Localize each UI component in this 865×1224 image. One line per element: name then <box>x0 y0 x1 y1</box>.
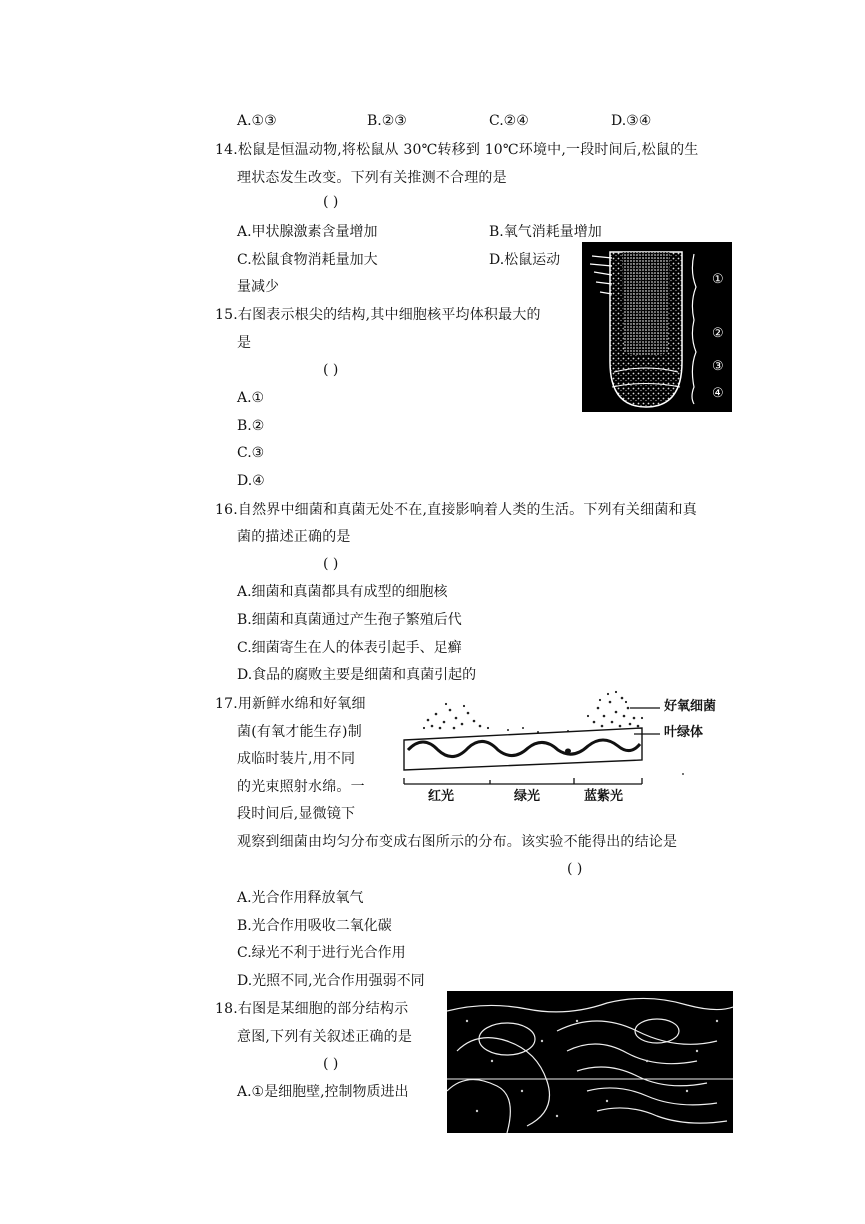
label-chloroplast: 叶绿体 <box>664 725 704 740</box>
q16-option-c: C.细菌寄生在人的体表引起手、足癣 <box>237 640 462 656</box>
q17-option-d: D.光照不同,光合作用强弱不同 <box>237 973 425 989</box>
q17-stem-line2: 菌(有氧才能生存)制 <box>237 724 362 740</box>
q16-stem-line1: 16.自然界中细菌和真菌无处不在,直接影响着人类的生活。下列有关细菌和真 <box>215 502 697 518</box>
q14-option-d: D.松鼠运动 <box>489 252 561 268</box>
root-label-2: ② <box>712 326 724 341</box>
label-aerobic-bacteria: 好氧细菌 <box>664 699 717 714</box>
q15-stem-line2: 是 <box>237 335 252 351</box>
q17-option-a: A.光合作用释放氧气 <box>237 890 364 906</box>
spirogyra-figure <box>398 688 758 813</box>
q14-stem-line1: 14.松鼠是恒温动物,将松鼠从 30℃转移到 10℃环境中,一段时间后,松鼠的生 <box>215 142 699 158</box>
q13-option-b: B.②③ <box>367 113 407 129</box>
q15-option-c: C.③ <box>237 445 265 461</box>
label-red-light: 红光 <box>428 789 455 804</box>
q16-option-a: A.细菌和真菌都具有成型的细胞核 <box>237 584 448 600</box>
q13-option-a: A.①③ <box>237 113 277 129</box>
q16-answer-paren: ( ) <box>323 556 339 572</box>
q15-stem-line1: 15.右图表示根尖的结构,其中细胞核平均体积最大的 <box>215 307 541 323</box>
cell-structure-illustration <box>447 991 733 1133</box>
q17-stem-line4: 的光束照射水绵。一 <box>237 779 365 795</box>
q14-option-d-tail: 量减少 <box>237 279 279 295</box>
q16-stem-line2: 菌的描述正确的是 <box>237 529 351 545</box>
root-tip-illustration <box>582 242 732 412</box>
q16-option-d: D.食品的腐败主要是细菌和真菌引起的 <box>237 667 477 683</box>
q17-option-c: C.绿光不利于进行光合作用 <box>237 945 406 961</box>
root-tip-figure <box>582 242 732 412</box>
q17-option-b: B.光合作用吸收二氧化碳 <box>237 918 392 934</box>
q17-stem-line6: 观察到细菌由均匀分布变成右图所示的分布。该实验不能得出的结论是 <box>237 834 678 850</box>
q17-stem-line1: 17.用新鲜水绵和好氧细 <box>215 696 366 712</box>
root-label-4: ④ <box>712 386 724 401</box>
q13-option-d: D.③④ <box>611 113 652 129</box>
q16-option-b: B.细菌和真菌通过产生孢子繁殖后代 <box>237 612 462 628</box>
q14-stem-line2: 理状态发生改变。下列有关推测不合理的是 <box>237 170 507 186</box>
q15-option-d: D.④ <box>237 473 265 489</box>
q18-answer-paren: ( ) <box>323 1056 339 1072</box>
q14-option-a: A.甲状腺激素含量增加 <box>237 224 378 240</box>
cell-structure-figure <box>447 991 733 1133</box>
q14-option-b: B.氧气消耗量增加 <box>489 224 602 240</box>
q18-stem-line1: 18.右图是某细胞的部分结构示 <box>215 1001 409 1017</box>
q14-option-c: C.松鼠食物消耗量加大 <box>237 252 378 268</box>
q17-stem-line5: 段时间后,显微镜下 <box>237 806 356 822</box>
q15-option-a: A.① <box>237 390 265 406</box>
q18-stem-line2: 意图,下列有关叙述正确的是 <box>237 1029 413 1045</box>
label-blue-violet-light: 蓝紫光 <box>584 789 624 804</box>
q15-option-b: B.② <box>237 418 265 434</box>
q13-option-c: C.②④ <box>489 113 529 129</box>
q17-answer-paren: ( ) <box>567 861 583 877</box>
label-green-light: 绿光 <box>514 789 541 804</box>
q15-answer-paren: ( ) <box>323 362 339 378</box>
root-label-3: ③ <box>712 359 724 374</box>
q17-stem-line3: 成临时装片,用不同 <box>237 751 356 767</box>
root-label-1: ① <box>712 272 724 287</box>
q18-option-a: A.①是细胞壁,控制物质进出 <box>237 1084 409 1100</box>
q14-answer-paren: ( ) <box>323 194 339 210</box>
